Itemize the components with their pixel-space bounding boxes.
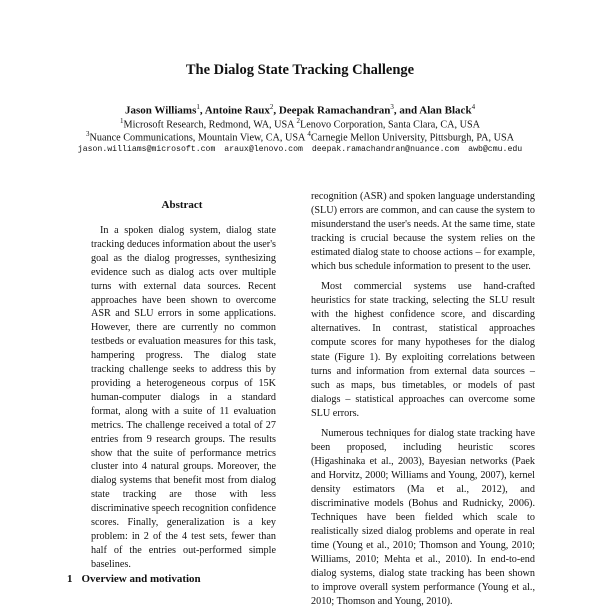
body-paragraph: Numerous techniques for dialog state tracking have been proposed, including heuristic scores (Higashinaka et al., 2003), Bayesian networks (Paek and Horvitz, 2000; Williams and Young, 2007), kernel density estimators (Ma et al., 2012), and discriminative models (Bohus and Rudnicky, 2006). Techniques have been fielded which scale to realistically sized dialog problems and operate in real time (Young et al., 2010; Thomson and Young, 2010; Williams, 2010; Mehta et al., 2010). In end-to-end dialog systems, dialog state tracking has been shown to improve overall system performance (Young et al., 2010; Thomson and Young, 2010). xyxy=(311,427,535,608)
body-paragraph: recognition (ASR) and spoken language understanding (SLU) errors are common, and can cause the system to misunderstand the user's needs. At the same time, state tracking is crucial because the system relies on the estimated dialog state to choose actions – for example, which bus schedule information to present to the user. xyxy=(311,191,535,273)
section-heading xyxy=(67,573,287,585)
paper-title: The Dialog State Tracking Challenge xyxy=(185,62,415,78)
affiliation-sup: 4 xyxy=(307,130,311,138)
email-address: deepak.ramachandran@nuance.com xyxy=(311,145,460,154)
affiliation-sup: 3 xyxy=(86,130,90,138)
author-sup: 2 xyxy=(269,103,274,111)
affiliation-text: Lenovo Corporation, Santa Clara, CA, USA xyxy=(300,119,480,131)
author-separator: , xyxy=(199,104,205,117)
email-address: araux@lenovo.com xyxy=(224,145,303,154)
body-paragraph: Most commercial systems use hand-crafted heuristics for state tracking, selecting the SLU result with the highest confidence score, and discarding alternatives. In contrast, statistical approaches compute scores for many hypotheses for the dialog state (Figure 1). By exploiting correlations between turns and information from external data sources – such as maps, bus timetables, or models of past dialogs – statistical approaches can overcome some SLU errors. xyxy=(311,281,535,419)
right-column xyxy=(311,190,535,615)
author-sup: 1 xyxy=(196,103,200,111)
affiliation-text: Carnegie Mellon University, Pittsburgh, PA, USA xyxy=(310,132,514,144)
email-list xyxy=(0,145,600,154)
abstract-text: In a spoken dialog system, dialog state tracking deduces information about the user's goal as the dialog progresses, synthesizing evidence such as dialog acts over multiple turns with external data sources. Recent approaches have been shown to overcome ASR and SLU errors in some applications. However, there are currently no common testbeds or evaluation measures for this task, hampering progress. The dialog state tracking challenge seeks to address this by providing a heterogeneous corpus of 15K human-computer dialogs in a standard format, along with a suite of 11 evaluation metrics. The challenge received a total of 27 entries from 9 research groups. The results show that the suite of performance metrics cluster into 4 natural groups. Moreover, the dialog systems that benefit most from dialog state tracking are those with less discriminative speech recognition confidence scores. Finally, generalization is a key problem: in 2 of the 4 test sets, fewer than half of the entries out-performed simple baselines. xyxy=(91,225,276,570)
author-name: Antoine Raux xyxy=(204,104,270,117)
author-name: Jason Williams xyxy=(124,104,197,117)
section-number: 1 xyxy=(67,573,73,585)
affiliation-text: Microsoft Research, Redmond, WA, USA xyxy=(123,119,294,131)
affiliation-text: Nuance Communications, Mountain View, CA, USA xyxy=(89,132,305,144)
section-title: Overview and motivation xyxy=(81,573,201,585)
author-sup: 3 xyxy=(390,103,394,111)
author-separator: , and xyxy=(393,104,420,117)
author-separator: , xyxy=(273,104,279,117)
author-sup: 4 xyxy=(471,103,476,111)
affiliation-sup: 1 xyxy=(120,117,124,125)
affiliation-line-2 xyxy=(0,128,600,144)
email-address: jason.williams@microsoft.com xyxy=(77,145,216,154)
abstract-heading: Abstract xyxy=(161,199,203,211)
author-name: Deepak Ramachandran xyxy=(278,104,391,117)
email-address: awb@cmu.edu xyxy=(468,145,523,154)
author-name: Alan Black xyxy=(419,104,472,117)
affiliation-sup: 2 xyxy=(296,117,301,125)
